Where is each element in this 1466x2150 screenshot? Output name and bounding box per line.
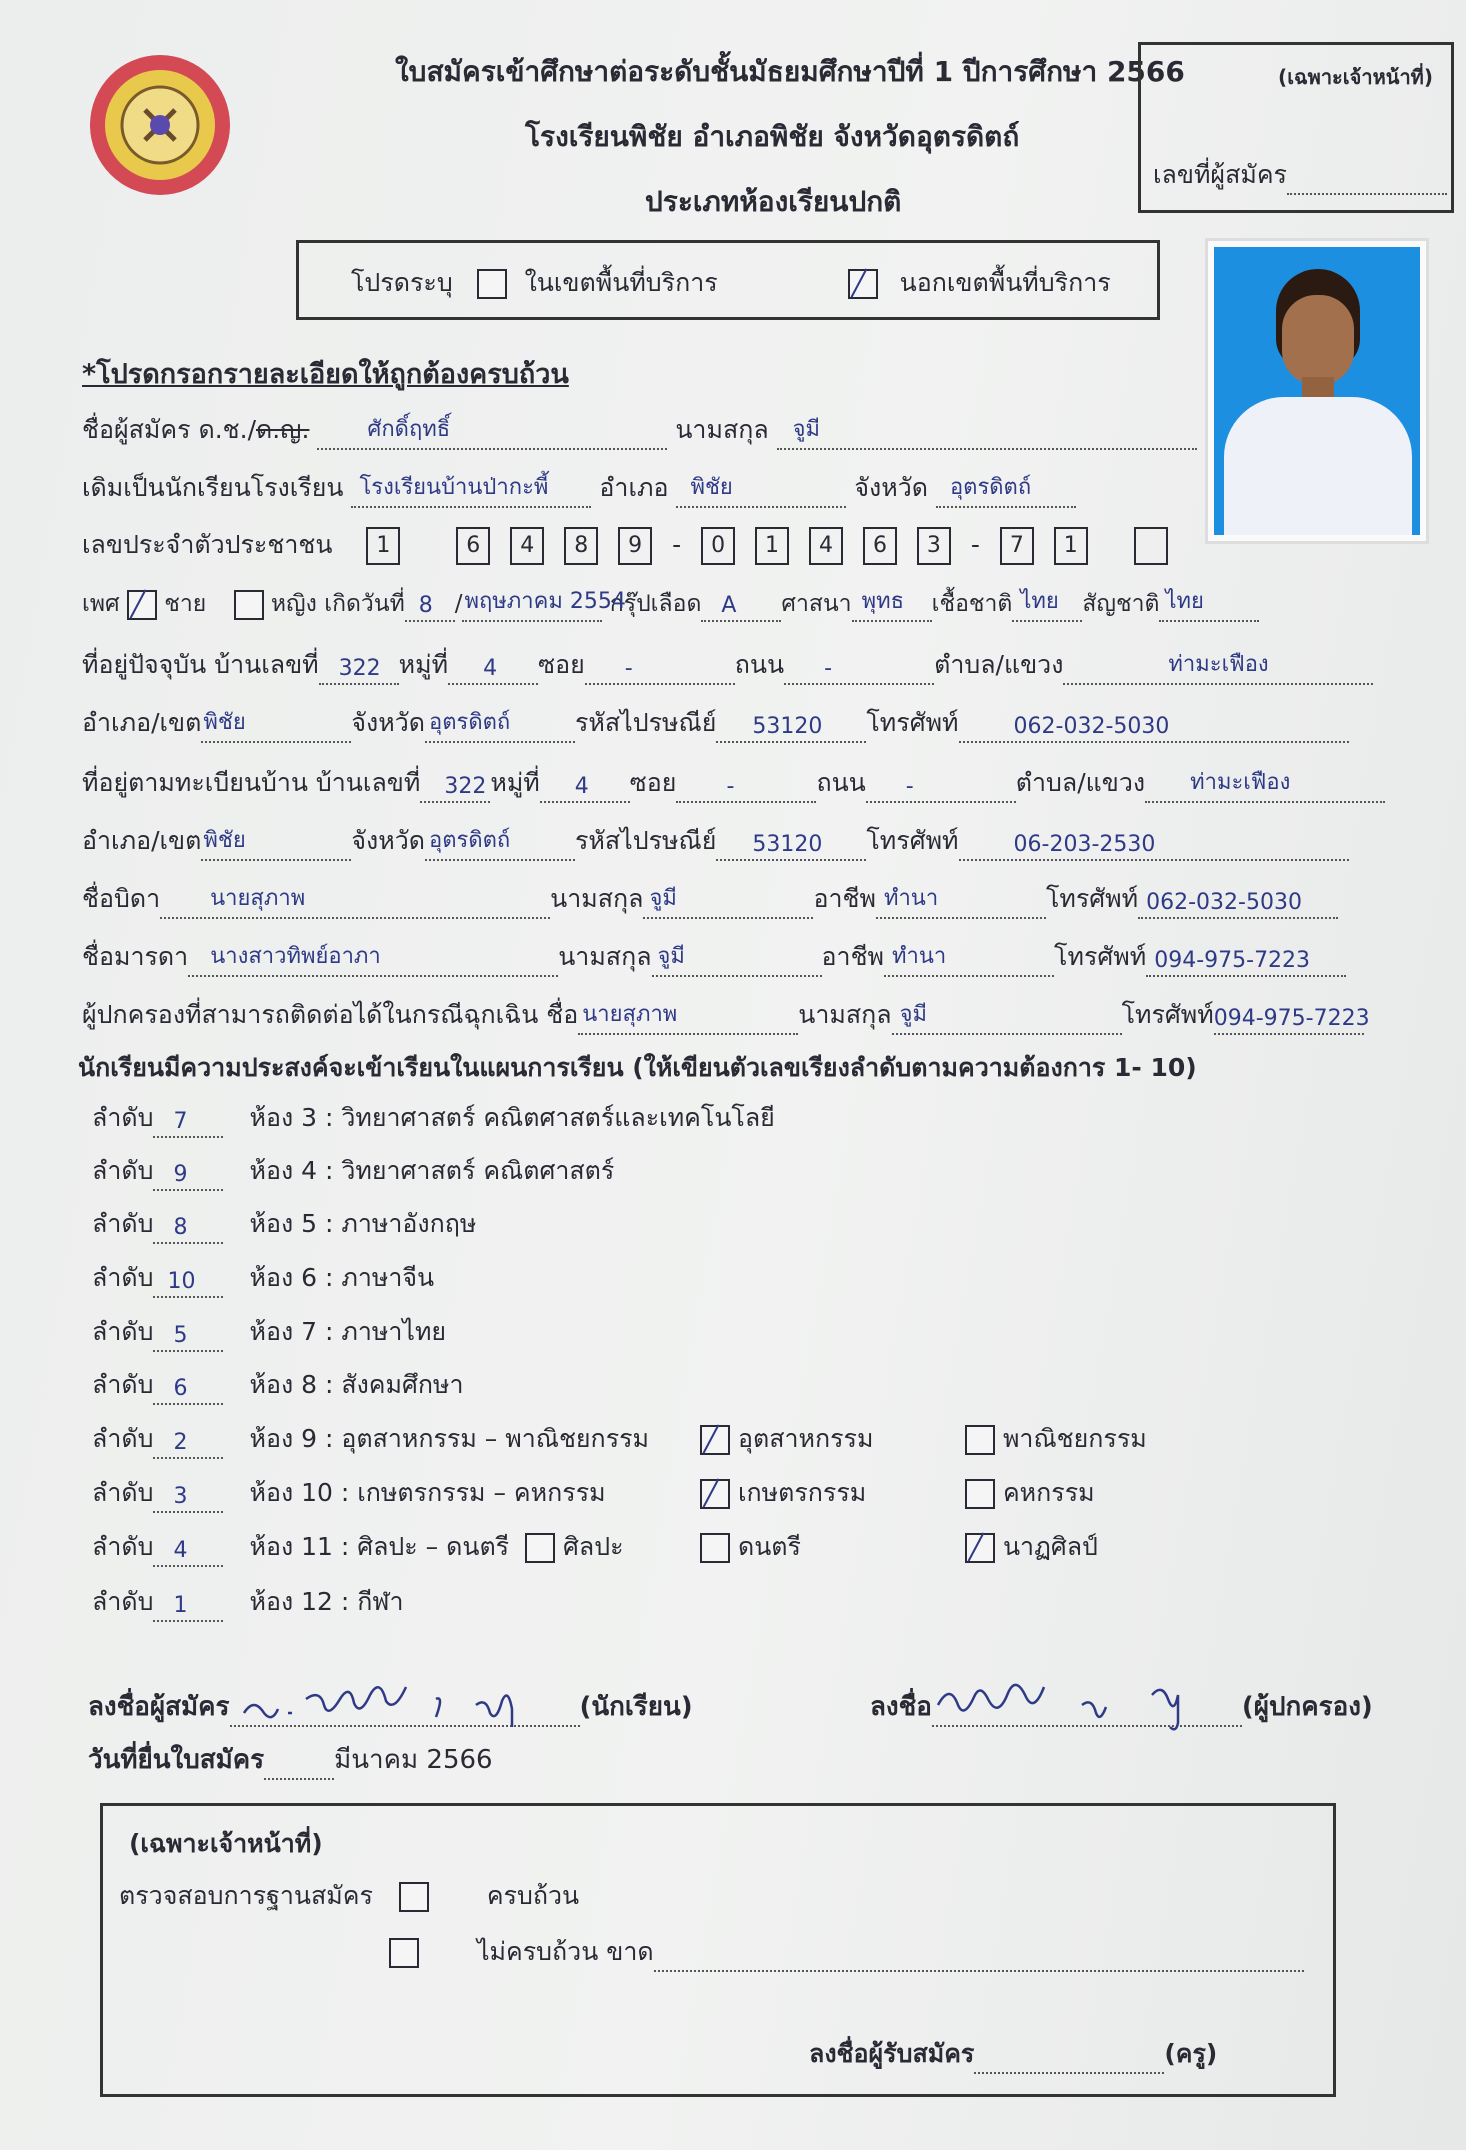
reg-phone-field[interactable]: 06-203-2530 [959, 829, 1349, 861]
id-digit[interactable]: 7 [1000, 527, 1034, 565]
reg-house-field[interactable]: 322 [420, 771, 490, 803]
birth-month-year-field[interactable]: พฤษภาคม 2554 [462, 590, 602, 622]
plan-row: ลำดับ 1 ห้อง 12 : กีฬา [92, 1582, 404, 1622]
mother-phone-field[interactable]: 094-975-7223 [1146, 945, 1346, 977]
agriculture-checkbox[interactable] [700, 1479, 730, 1509]
zone-outside-label: นอกเขตพื้นที่บริการ [899, 268, 1111, 297]
plan-row: ลำดับ 8 ห้อง 5 : ภาษาอังกฤษ [92, 1204, 476, 1244]
current-soi-field[interactable]: - [585, 653, 735, 685]
home-economics-checkbox[interactable] [965, 1479, 995, 1509]
officer-verification-box [100, 1803, 1336, 2097]
guardian-row: ผู้ปกครองที่สามารถติดต่อได้ในกรณีฉุกเฉิน ชื่อ นายสุภาพ นามสกุล จูมี โทรศัพท์ 094-975-7223 [82, 995, 1364, 1035]
plan-row: ลำดับ 4 ห้อง 11 : ศิลปะ – ดนตรี ศิลปะ [92, 1527, 624, 1567]
officer-number-box [1138, 42, 1454, 213]
zone-inside-label: ในเขตพื้นที่บริการ [524, 268, 718, 297]
zone-selection-box [296, 240, 1160, 320]
prev-school-row: เดิมเป็นนักเรียนโรงเรียน โรงเรียนบ้านป่ากะพี้ อำเภอ พิชัย จังหวัด อุตรดิตถ์ [82, 468, 1076, 508]
registered-address-row: ที่อยู่ตามทะเบียนบ้าน บ้านเลขที่ 322 หมู่ที่ 4 ซอย - ถนน - ตำบล/แขวง ท่ามะเฟือง [82, 763, 1385, 803]
rank-field[interactable]: 5 [153, 1320, 223, 1352]
mother-row: ชื่อมารดา นางสาวทิพย์อาภา นามสกุล จูมี อาชีพ ทำนา โทรศัพท์ 094-975-7223 [82, 937, 1346, 977]
reg-soi-field[interactable]: - [676, 771, 816, 803]
religion-field[interactable]: พุทธ [852, 590, 932, 622]
zone-inside-checkbox[interactable] [477, 269, 507, 299]
guardian-surname-field[interactable]: จูมี [892, 1003, 1122, 1035]
prev-school-field[interactable]: โรงเรียนบ้านป่ากะพี้ [351, 476, 591, 508]
birth-day-field[interactable]: 8 [405, 590, 455, 622]
applicant-photo [1205, 238, 1429, 544]
reg-province-field[interactable]: อุตรดิตถ์ [425, 829, 575, 861]
rank-field[interactable]: 4 [153, 1535, 223, 1567]
id-digit[interactable]: 8 [564, 527, 598, 565]
reg-amphoe-field[interactable]: พิชัย [201, 829, 351, 861]
id-digit[interactable]: 0 [701, 527, 735, 565]
agriculture-option: เกษตรกรรม [700, 1473, 866, 1513]
national-id-row: เลขประจำตัวประชาชน 1 6 4 8 9 - 0 1 4 6 3 - 7 1 [82, 525, 1180, 565]
reg-moo-field[interactable]: 4 [540, 771, 630, 803]
father-name-field[interactable]: นายสุภาพ [160, 887, 550, 919]
commerce-checkbox[interactable] [965, 1425, 995, 1455]
male-checkbox[interactable] [127, 590, 157, 620]
class-type-title: ประเภทห้องเรียนปกติ [645, 185, 902, 218]
receiver-signature-row: ลงชื่อผู้รับสมัคร (ครู) [809, 2034, 1217, 2074]
first-name-field[interactable]: ศักดิ์ฤทธิ์ [317, 418, 667, 450]
rank-field[interactable]: 6 [153, 1373, 223, 1405]
music-checkbox[interactable] [700, 1533, 730, 1563]
father-row: ชื่อบิดา นายสุภาพ นามสกุล จูมี อาชีพ ทำนา โทรศัพท์ 062-032-5030 [82, 879, 1338, 919]
officer-title: (เฉพาะเจ้าหน้าที่) [129, 1829, 323, 1858]
rank-field[interactable]: 3 [153, 1481, 223, 1513]
current-address-row-2: อำเภอ/เขต พิชัย จังหวัด อุตรดิตถ์ รหัสไปรษณีย์ 53120 โทรศัพท์ 062-032-5030 [82, 703, 1349, 743]
id-digit[interactable]: 9 [618, 527, 652, 565]
dance-checkbox[interactable] [965, 1533, 995, 1563]
plan-row: ลำดับ 2 ห้อง 9 : อุตสาหกรรม – พาณิชยกรรม [92, 1419, 649, 1459]
guardian-signature-field[interactable] [932, 1695, 1242, 1727]
submission-date-row: วันที่ยื่นใบสมัคร มีนาคม 2566 [88, 1739, 493, 1780]
rank-field[interactable]: 7 [153, 1106, 223, 1138]
current-province-field[interactable]: อุตรดิตถ์ [425, 711, 575, 743]
prev-province-field[interactable]: อุตรดิตถ์ [936, 476, 1076, 508]
plan-row: ลำดับ 3 ห้อง 10 : เกษตรกรรม – คหกรรม [92, 1473, 606, 1513]
plan-row: ลำดับ 7 ห้อง 3 : วิทยาศาสตร์ คณิตศาสตร์และเทคโนโลยี [92, 1098, 775, 1138]
race-field[interactable]: ไทย [1012, 590, 1082, 622]
home-economics-option: คหกรรม [965, 1473, 1095, 1513]
applicant-signature [236, 1669, 576, 1729]
current-road-field[interactable]: - [784, 653, 934, 685]
female-checkbox[interactable] [234, 590, 264, 620]
current-moo-field[interactable]: 4 [448, 653, 538, 685]
rank-field[interactable]: 8 [153, 1212, 223, 1244]
guardian-signature [932, 1665, 1242, 1735]
guardian-phone-field[interactable]: 094-975-7223 [1214, 1003, 1364, 1035]
instruction: *โปรดกรอกรายละเอียดให้ถูกต้องครบถ้วน [82, 359, 569, 390]
school-seal [85, 50, 235, 200]
current-tambon-field[interactable]: ท่ามะเฟือง [1063, 653, 1373, 685]
id-digit[interactable]: 1 [1054, 527, 1088, 565]
reg-tambon-field[interactable]: ท่ามะเฟือง [1145, 771, 1385, 803]
nationality-field[interactable]: ไทย [1159, 590, 1259, 622]
current-house-field[interactable]: 322 [319, 653, 399, 685]
current-phone-field[interactable]: 062-032-5030 [959, 711, 1349, 743]
music-option: ดนตรี [700, 1527, 801, 1567]
reg-road-field[interactable]: - [866, 771, 1016, 803]
submission-day-field[interactable] [264, 1748, 334, 1780]
reg-postcode-field[interactable]: 53120 [716, 829, 866, 861]
verification-complete-row: ตรวจสอบการฐานสมัคร ครบถ้วน [119, 1881, 580, 1910]
verification-incomplete-row: ไม่ครบถ้วน ขาด [389, 1932, 1304, 1972]
industry-option: อุตสาหกรรม [700, 1419, 873, 1459]
personal-info-row: เพศ ชาย หญิง เกิดวันที่ 8 / พฤษภาคม 2554 กรุ๊ปเลือด A ศาสนา พุทธ เชื้อชาติ ไทย สัญชาติ ไทย [82, 586, 1259, 622]
blood-field[interactable]: A [701, 590, 781, 622]
mother-surname-field[interactable]: จูมี [652, 945, 822, 977]
plan-heading: นักเรียนมีความประสงค์จะเข้าเรียนในแผนการเรียน (ให้เขียนตัวเลขเรียงลำดับตามความต้องการ 1- 10) [78, 1053, 1197, 1082]
registered-address-row-2: อำเภอ/เขต พิชัย จังหวัด อุตรดิตถ์ รหัสไปรษณีย์ 53120 โทรศัพท์ 06-203-2530 [82, 821, 1349, 861]
receiver-signature-field[interactable] [974, 2042, 1164, 2074]
plan-row: ลำดับ 10 ห้อง 6 : ภาษาจีน [92, 1258, 434, 1298]
plan-row: ลำดับ 5 ห้อง 7 : ภาษาไทย [92, 1312, 446, 1352]
officer-only-label: (เฉพาะเจ้าหน้าที่) [1278, 65, 1433, 89]
current-amphoe-field[interactable]: พิชัย [201, 711, 351, 743]
id-digit[interactable]: 4 [809, 527, 843, 565]
current-postcode-field[interactable]: 53120 [716, 711, 866, 743]
father-phone-field[interactable]: 062-032-5030 [1138, 887, 1338, 919]
art-checkbox[interactable] [525, 1533, 555, 1563]
rank-field[interactable]: 10 [153, 1266, 223, 1298]
missing-items-field[interactable] [654, 1940, 1304, 1972]
applicant-signature-row: ลงชื่อผู้สมัคร (นักเรียน) [88, 1686, 693, 1727]
rank-field[interactable]: 2 [153, 1427, 223, 1459]
applicant-name-row: ชื่อผู้สมัคร ด.ช./ด.ญ. ศักดิ์ฤทธิ์ นามสกุล จูมี [82, 410, 1197, 450]
rank-field[interactable]: 9 [153, 1159, 223, 1191]
guardian-name-field[interactable]: นายสุภาพ [578, 1003, 798, 1035]
guardian-signature-row: ลงชื่อ (ผู้ปกครอง) [870, 1686, 1373, 1727]
plan-row: ลำดับ 9 ห้อง 4 : วิทยาศาสตร์ คณิตศาสตร์ [92, 1151, 614, 1191]
applicant-no-label: เลขที่ผู้สมัคร [1153, 155, 1447, 195]
prev-amphoe-field[interactable]: พิชัย [676, 476, 846, 508]
father-surname-field[interactable]: จูมี [643, 887, 813, 919]
id-digit[interactable]: 3 [917, 527, 951, 565]
surname-field[interactable]: จูมี [777, 418, 1197, 450]
id-digit[interactable]: 6 [863, 527, 897, 565]
zone-outside-checkbox[interactable] [848, 269, 878, 299]
industry-checkbox[interactable] [700, 1425, 730, 1455]
id-digit[interactable]: 1 [755, 527, 789, 565]
plan-row: ลำดับ 6 ห้อง 8 : สังคมศึกษา [92, 1365, 464, 1405]
id-digit[interactable]: 1 [366, 527, 400, 565]
zone-prompt: โปรดระบุ [351, 268, 453, 297]
current-address-row: ที่อยู่ปัจจุบัน บ้านเลขที่ 322 หมู่ที่ 4 ซอย - ถนน - ตำบล/แขวง ท่ามะเฟือง [82, 645, 1373, 685]
id-digit[interactable]: 6 [456, 527, 490, 565]
dance-option: นาฏศิลป์ [965, 1527, 1098, 1567]
school-title: โรงเรียนพิชัย อำเภอพิชัย จังหวัดอุตรดิตถ์ [525, 120, 1020, 153]
form-title: ใบสมัครเข้าศึกษาต่อระดับชั้นมัธยมศึกษาปีที่ 1 ปีการศึกษา 2566 [395, 55, 1185, 88]
complete-checkbox[interactable] [399, 1882, 429, 1912]
commerce-option: พาณิชยกรรม [965, 1419, 1147, 1459]
id-digit[interactable] [1134, 527, 1168, 565]
mother-job-field[interactable]: ทำนา [884, 945, 1054, 977]
father-job-field[interactable]: ทำนา [876, 887, 1046, 919]
mother-name-field[interactable]: นางสาวทิพย์อาภา [188, 945, 558, 977]
applicant-no-field[interactable] [1287, 163, 1447, 195]
applicant-signature-field[interactable] [230, 1695, 580, 1727]
incomplete-checkbox[interactable] [389, 1938, 419, 1968]
id-digit[interactable]: 4 [510, 527, 544, 565]
rank-field[interactable]: 1 [153, 1590, 223, 1622]
